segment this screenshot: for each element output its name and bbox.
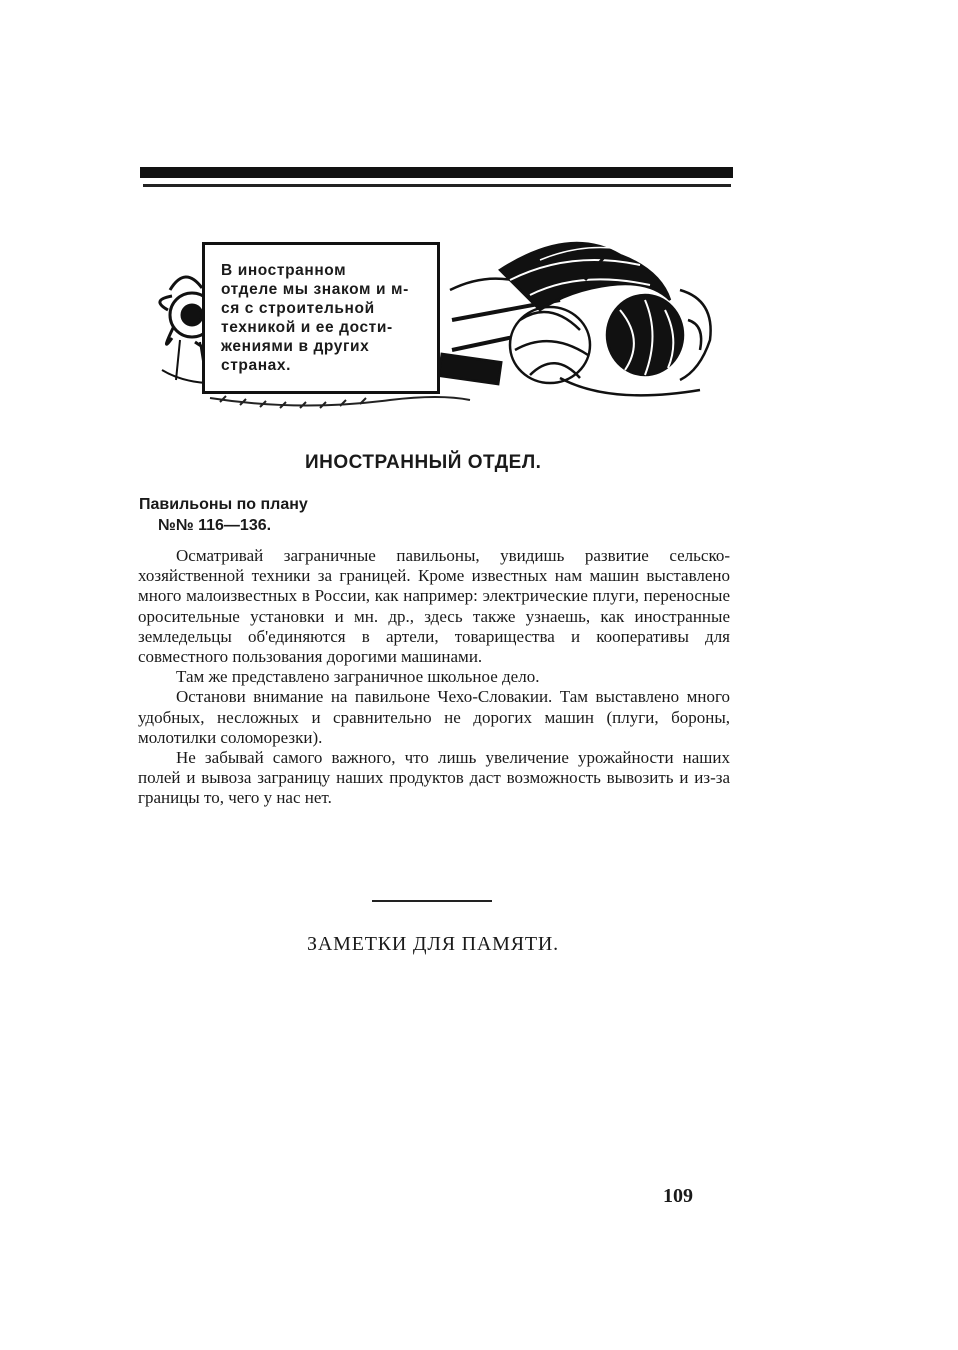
plan-line-pavilions: Павильоны по плану: [139, 496, 308, 513]
body-paragraph: Осматривай заграничные павильоны, увидишь развитие сельско-хозяйственной техники за границей. Кроме известных нам машин выставлено много малоизвестных в России, как например: электрические плуги, переносные оросительные установки и мн. др., здесь также узнаешь, как иностранные земледельцы об'единяются в артели, товарищества и кооперативы для совместного пользования дорогими машинами.: [138, 546, 730, 667]
header-rule-thin: [143, 184, 731, 187]
section-title: ИНОСТРАННЫЙ ОТДЕЛ.: [305, 452, 542, 473]
intro-line: странах.: [221, 357, 292, 374]
intro-line: отделе мы знаком и м-: [221, 281, 409, 298]
body-text: [138, 546, 730, 809]
notes-title: ЗАМЕТКИ ДЛЯ ПАМЯТИ.: [307, 933, 559, 955]
wreath-ornament-icon: [210, 396, 470, 408]
produce-group-icon: [439, 243, 711, 395]
intro-callout-box: [202, 242, 440, 394]
header-rule-thick: [140, 167, 733, 178]
page-number: 109: [663, 1185, 693, 1207]
intro-line: техникой и ее дости-: [221, 319, 393, 336]
intro-line: жениями в других: [221, 338, 370, 355]
intro-line: В иностранном: [221, 262, 347, 279]
intro-line: ся с строительной: [221, 300, 375, 317]
section-divider: [372, 900, 492, 902]
body-paragraph: Останови внимание на павильоне Чехо-Словакии. Там выставлено много удобных, несложных и сравнительно не дорогих машин (плуги, бороны, молотилки соломорезки).: [138, 687, 730, 747]
body-paragraph: Там же представлено заграничное школьное дело.: [176, 667, 540, 687]
body-paragraph: Не забывай самого важного, что лишь увеличение урожайности наших полей и вывоза заграницу наших продуктов даст возможность вывозить и из-за границы то, чего у нас нет.: [138, 748, 730, 808]
plan-line-numbers: №№ 116—136.: [158, 517, 272, 534]
plan-reference: [139, 494, 308, 536]
